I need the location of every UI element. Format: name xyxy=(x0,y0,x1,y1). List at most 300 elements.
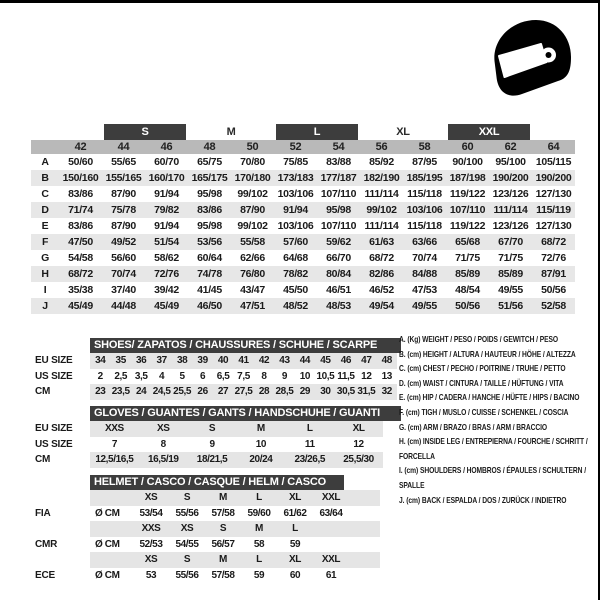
measure-value: 55/65 xyxy=(111,156,136,168)
helmet-standard-label: CMR xyxy=(35,538,58,550)
measure-value: 150/160 xyxy=(59,170,102,186)
measure-value: 48/52 xyxy=(274,298,317,314)
shoes-row xyxy=(90,369,397,385)
legend-item: G. (cm) ARM / BRAZO / BRAS / ARM / BRACCIO xyxy=(399,421,548,432)
size-col-48: 48 xyxy=(188,140,231,154)
helmet-size: XL xyxy=(289,492,301,503)
gloves-value: 11 xyxy=(304,438,315,450)
shoes-value: 46 xyxy=(340,355,352,366)
helmet-value: 59 xyxy=(253,569,265,581)
measure-value: 54/58 xyxy=(68,252,93,264)
measure-value: 65/75 xyxy=(197,156,222,168)
helmet-value: 57/58 xyxy=(211,507,235,519)
shoes-value: 28 xyxy=(258,386,270,397)
measure-row-label: G xyxy=(41,252,49,264)
gloves-value: 7 xyxy=(111,438,117,450)
shoes-row-label: EU SIZE xyxy=(35,355,73,366)
measure-value: 87/90 xyxy=(231,202,274,218)
measure-value: 119/122 xyxy=(449,220,486,232)
helmet-value xyxy=(313,537,349,553)
legend-item: I. (cm) SHOULDERS / HOMBROS / ÉPAULES / SCHULTERN / SPALLE xyxy=(399,465,587,490)
measure-value: 52/58 xyxy=(532,298,575,314)
helmet-size: XL xyxy=(289,554,301,565)
shoes-value: 45 xyxy=(320,355,331,366)
measure-value: 64/68 xyxy=(283,252,308,264)
measure-value: 87/90 xyxy=(111,188,136,200)
size-col-60: 60 xyxy=(446,140,489,154)
helmet-value: 61 xyxy=(325,569,337,581)
measure-value: 60/70 xyxy=(154,156,179,168)
legend-item: D. (cm) WAIST / CINTURA / TAILLE / HÜFTUNG / VITA xyxy=(399,377,564,388)
gloves-row xyxy=(90,452,383,468)
legend-item: J. (cm) BACK / ESPALDA / DOS / ZURÜCK / INDIETRO xyxy=(399,494,567,505)
measure-value: 41/45 xyxy=(197,284,222,296)
shoes-header: SHOES/ ZAPATOS / CHAUSSURES / SCHUHE / SCARPE xyxy=(90,338,401,353)
measure-value: 70/74 xyxy=(412,252,437,264)
measure-value: 123/126 xyxy=(492,188,529,200)
helmet-standard-label: FIA xyxy=(35,507,51,519)
measure-value: 123/126 xyxy=(492,220,529,232)
gloves-header: GLOVES / GUANTES / GANTS / HANDSCHUHE / GUANTI xyxy=(90,406,401,421)
measure-value: 49/55 xyxy=(498,284,523,296)
measure-value: 46/52 xyxy=(369,284,394,296)
size-band-l: L xyxy=(274,124,360,140)
helmet-section xyxy=(35,475,380,583)
helmet-size: M xyxy=(219,554,227,565)
size-band-empty xyxy=(532,124,575,140)
measure-value: 91/94 xyxy=(154,188,179,200)
measure-value: 67/70 xyxy=(489,234,532,250)
measure-row-A xyxy=(31,154,575,170)
measure-value: 68/72 xyxy=(369,252,394,264)
measure-value: 190/200 xyxy=(532,170,575,186)
measure-value: 84/88 xyxy=(403,266,446,282)
shoes-value: 23 xyxy=(95,386,106,397)
measure-value: 75/78 xyxy=(102,202,145,218)
shoes-value: 41 xyxy=(238,355,249,366)
gloves-value: 12 xyxy=(353,438,364,450)
measure-value: 170/180 xyxy=(231,170,274,186)
shoes-value: 32 xyxy=(381,386,392,397)
measure-value: 91/94 xyxy=(154,220,179,232)
measure-row-D xyxy=(31,202,575,218)
measure-value: 37/40 xyxy=(111,284,136,296)
shoes-value: 10 xyxy=(299,370,311,382)
shoes-value: 23,5 xyxy=(111,386,130,397)
helmet-size: XXL xyxy=(321,492,341,503)
measure-value: 107/110 xyxy=(446,202,489,218)
size-band-row xyxy=(31,124,575,140)
gloves-value: 23/26,5 xyxy=(294,454,326,465)
measure-value: 49/55 xyxy=(403,298,446,314)
shoes-value: 26 xyxy=(197,386,208,397)
size-col-56: 56 xyxy=(360,140,403,154)
helmet-size: XXS xyxy=(141,523,161,534)
measure-value: 182/190 xyxy=(360,170,403,186)
measure-value: 55/58 xyxy=(231,234,274,250)
helmet-size xyxy=(313,521,349,537)
shoes-value: 13 xyxy=(381,370,392,382)
measure-value: 185/195 xyxy=(403,170,446,186)
helmet-value: 53/54 xyxy=(139,507,163,519)
shoes-value: 4 xyxy=(159,370,165,382)
shoes-value: 43 xyxy=(279,355,290,366)
measure-value: 103/106 xyxy=(277,188,314,200)
measure-value: 53/56 xyxy=(188,234,231,250)
helmet-size: L xyxy=(256,554,262,565)
gloves-value: 8 xyxy=(160,438,166,450)
measure-value: 177/187 xyxy=(317,170,360,186)
shoes-value: 28,5 xyxy=(275,386,294,397)
measure-value: 95/100 xyxy=(495,156,526,168)
shoes-value: 40 xyxy=(217,355,229,366)
helmet-values-row xyxy=(90,537,380,553)
measure-value: 57/60 xyxy=(274,234,317,250)
measure-value: 190/200 xyxy=(489,170,532,186)
measure-value: 48/54 xyxy=(455,284,480,296)
measure-value: 39/42 xyxy=(154,284,179,296)
gloves-value: XS xyxy=(156,423,170,434)
measure-value: 115/118 xyxy=(407,188,442,200)
shoes-value: 2,5 xyxy=(114,370,128,382)
measure-row-F xyxy=(31,234,575,250)
shoes-section xyxy=(35,338,401,400)
measure-value: 99/102 xyxy=(360,202,403,218)
legend-item: C. (cm) CHEST / PECHO / POITRINE / TRUHE / PETTO xyxy=(399,363,566,374)
shoes-value: 8 xyxy=(261,370,267,382)
helmet-value: 52/53 xyxy=(139,538,163,550)
gloves-value: M xyxy=(256,423,265,434)
measure-value: 72/76 xyxy=(145,266,188,282)
shoes-value: 9 xyxy=(281,370,288,382)
helmet-value: 54/55 xyxy=(175,538,199,550)
helmet-value: 58 xyxy=(253,538,265,550)
measure-value: 103/106 xyxy=(277,220,314,232)
measure-value: 79/82 xyxy=(145,202,188,218)
shoes-value: 24 xyxy=(136,386,147,397)
measure-value: 60/64 xyxy=(197,252,222,264)
gloves-value: 18/21,5 xyxy=(196,454,228,465)
legend-item: H. (cm) INSIDE LEG / ENTREPIERNA / FOURCHE / SCHRITT / FORCELLA xyxy=(399,436,588,461)
gloves-table xyxy=(90,406,401,468)
shoes-value: 31,5 xyxy=(357,386,376,397)
measure-value: 51/56 xyxy=(489,298,532,314)
measure-value: 155/165 xyxy=(102,170,145,186)
size-band-empty xyxy=(59,124,102,140)
helmet-value: 55/56 xyxy=(175,569,199,581)
helmet-unit: Ø CM xyxy=(95,569,120,581)
shoes-value: 6 xyxy=(199,370,206,382)
measure-row-label: A xyxy=(41,156,49,168)
measure-value: 49/54 xyxy=(360,298,403,314)
helmet-size: XS xyxy=(180,523,194,534)
size-col-64: 64 xyxy=(532,140,575,154)
measure-value: 95/98 xyxy=(317,202,360,218)
gloves-value: 16,5/19 xyxy=(147,454,179,465)
measure-value: 91/94 xyxy=(274,202,317,218)
gloves-value: 9 xyxy=(209,438,215,450)
size-band-m: M xyxy=(226,126,236,138)
measure-value: 50/56 xyxy=(541,284,566,296)
helmet-size: XS xyxy=(144,554,158,565)
shoes-row xyxy=(90,353,397,369)
measure-value: 80/84 xyxy=(317,266,360,282)
measure-row-label: E xyxy=(41,220,49,232)
measure-row-J xyxy=(31,298,575,314)
measure-value: 99/102 xyxy=(237,188,268,200)
measure-value: 85/89 xyxy=(489,266,532,282)
measure-value: 75/85 xyxy=(283,156,308,168)
gloves-value: 12,5/16,5 xyxy=(95,454,134,465)
measure-value: 45/50 xyxy=(283,284,308,296)
helmet-value: 59/60 xyxy=(247,507,271,519)
shoes-value: 3,5 xyxy=(134,370,148,382)
measure-value: 66/70 xyxy=(326,252,351,264)
measure-value: 50/60 xyxy=(68,156,93,168)
size-col-50: 50 xyxy=(231,140,274,154)
measurement-legend xyxy=(399,332,591,507)
helmet-sizes-row xyxy=(90,490,380,506)
measure-value: 51/54 xyxy=(145,234,188,250)
measure-row-C xyxy=(31,186,575,202)
shoes-row-label: US SIZE xyxy=(35,370,73,382)
size-col-52: 52 xyxy=(274,140,317,154)
helmet-unit: Ø CM xyxy=(95,507,120,519)
top-border xyxy=(0,0,600,3)
measure-value: 173/183 xyxy=(274,170,317,186)
measure-value: 76/80 xyxy=(231,266,274,282)
measure-value: 47/53 xyxy=(412,284,437,296)
measure-value: 71/75 xyxy=(455,252,480,264)
legend-item: A. (Kg) WEIGHT / PESO / POIDS / GEWITCH / PESO xyxy=(399,334,558,344)
measure-row-G xyxy=(31,250,575,266)
measure-value: 165/175 xyxy=(188,170,231,186)
measure-value: 127/130 xyxy=(535,220,572,232)
measure-value: 85/92 xyxy=(369,156,394,168)
helmet-size: M xyxy=(219,492,227,503)
helmet-standard-label: ECE xyxy=(35,569,55,581)
measure-value: 56/60 xyxy=(111,252,136,264)
measure-value: 187/198 xyxy=(446,170,489,186)
measure-row-label: J xyxy=(31,298,59,314)
measure-value: 47/50 xyxy=(59,234,102,250)
measure-value: 103/106 xyxy=(403,202,446,218)
gloves-value: XXS xyxy=(105,423,124,434)
helmet-size: L xyxy=(292,523,298,534)
shoes-value: 44 xyxy=(299,355,311,366)
helmet-table xyxy=(90,475,380,583)
measure-value: 62/66 xyxy=(240,252,265,264)
size-col-62: 62 xyxy=(489,140,532,154)
measure-row-label: B xyxy=(31,170,59,186)
measure-value: 68/72 xyxy=(59,266,102,282)
helmet-value: 61/62 xyxy=(283,507,307,519)
helmet-value: 53 xyxy=(145,569,157,581)
measure-value: 115/119 xyxy=(532,202,575,218)
size-col-44: 44 xyxy=(102,140,145,154)
measure-value: 68/72 xyxy=(532,234,575,250)
helmet-value: 56/57 xyxy=(211,538,235,550)
helmet-side-labels xyxy=(35,475,90,583)
measure-row-I xyxy=(31,282,575,298)
measure-value: 90/100 xyxy=(452,156,483,168)
measure-row-label: H xyxy=(31,266,59,282)
measure-value: 45/49 xyxy=(59,298,102,314)
measure-row-label: D xyxy=(31,202,59,218)
measure-value: 71/75 xyxy=(498,252,523,264)
helmet-size: S xyxy=(219,523,227,534)
size-header-row xyxy=(31,140,575,154)
measure-value: 95/98 xyxy=(197,188,222,200)
gloves-section xyxy=(35,406,401,468)
shoes-row xyxy=(90,384,397,400)
measure-value: 115/118 xyxy=(407,220,442,232)
measure-value: 46/50 xyxy=(188,298,231,314)
gloves-side-labels xyxy=(35,406,90,468)
measure-row-label: F xyxy=(31,234,59,250)
measure-value: 35/38 xyxy=(68,284,93,296)
size-col-42: 42 xyxy=(59,140,102,154)
measure-value: 47/51 xyxy=(231,298,274,314)
shoes-value: 2 xyxy=(97,370,103,382)
shoes-value: 27,5 xyxy=(234,386,253,397)
shoes-value: 30 xyxy=(320,386,331,397)
gloves-value: 10 xyxy=(255,438,267,450)
measure-row-label: I xyxy=(43,284,47,296)
helmet-size: S xyxy=(183,492,191,503)
helmet-size: L xyxy=(256,492,262,503)
size-col-54: 54 xyxy=(317,140,360,154)
measure-value: 58/62 xyxy=(154,252,179,264)
gloves-row-label: CM xyxy=(35,454,51,465)
measure-value: 111/114 xyxy=(489,202,532,218)
measure-value: 71/74 xyxy=(59,202,102,218)
size-col-46: 46 xyxy=(145,140,188,154)
shoes-value: 38 xyxy=(176,355,188,366)
shoes-value: 36 xyxy=(136,355,147,366)
measure-value: 74/78 xyxy=(188,266,231,282)
measure-value: 83/86 xyxy=(188,202,231,218)
shoes-value: 27 xyxy=(217,386,229,397)
measure-value: 95/98 xyxy=(197,220,222,232)
shoes-value: 30,5 xyxy=(336,386,355,397)
measure-value: 45/49 xyxy=(145,298,188,314)
measure-value: 99/102 xyxy=(237,220,268,232)
shoes-value: 11,5 xyxy=(337,370,355,382)
helmet-icon xyxy=(487,14,575,108)
gloves-value: XL xyxy=(352,423,365,434)
shoes-table xyxy=(90,338,401,400)
legend-item: B. (cm) HEIGHT / ALTURA / HAUTEUR / HÖHE / ALTEZZA xyxy=(399,348,576,359)
shoes-value: 29 xyxy=(299,386,311,397)
gloves-value: 20/24 xyxy=(249,454,273,465)
gloves-row-label: US SIZE xyxy=(35,438,73,450)
helmet-size: XS xyxy=(144,492,158,503)
shoes-value: 5 xyxy=(179,370,185,382)
gloves-row xyxy=(90,421,383,437)
size-band-s: S xyxy=(102,124,188,140)
measure-value: 107/110 xyxy=(320,188,357,200)
shoes-value: 47 xyxy=(361,355,372,366)
shoes-side-labels xyxy=(35,338,90,400)
measure-value: 87/95 xyxy=(412,156,437,168)
helmet-sizes-row xyxy=(90,552,380,568)
measure-value: 63/66 xyxy=(403,234,446,250)
measure-value: 78/82 xyxy=(274,266,317,282)
shoes-value: 10,5 xyxy=(316,370,335,382)
shoes-value: 12 xyxy=(361,370,372,382)
helmet-header: HELMET / CASCO / CASQUE / HELM / CASCO xyxy=(90,475,344,490)
shoes-value: 48 xyxy=(381,355,392,366)
shoes-value: 35 xyxy=(115,355,126,366)
measure-value: 82/86 xyxy=(360,266,403,282)
measure-row-B xyxy=(31,170,575,186)
shoes-value: 7,5 xyxy=(237,370,250,382)
shoes-value: 39 xyxy=(197,355,208,366)
measure-value: 83/88 xyxy=(326,156,351,168)
measure-value: 48/53 xyxy=(317,298,360,314)
size-col-58: 58 xyxy=(403,140,446,154)
measure-value: 46/51 xyxy=(326,284,351,296)
gloves-value: S xyxy=(208,423,216,434)
measure-value: 61/63 xyxy=(360,234,403,250)
measure-value: 107/110 xyxy=(320,220,357,232)
legend-item: E. (cm) HIP / CADERA / HANCHE / HÜFTE / HIPS / BACINO xyxy=(399,392,580,403)
size-band-xl: XL xyxy=(396,126,410,138)
measure-value: 111/114 xyxy=(364,220,399,232)
measure-value: 70/74 xyxy=(102,266,145,282)
measure-value: 59/62 xyxy=(317,234,360,250)
measure-row-E xyxy=(31,218,575,234)
helmet-value: 59 xyxy=(289,538,301,550)
gloves-row xyxy=(90,437,383,453)
shoes-row-label: CM xyxy=(35,386,51,397)
legend-item: F. (cm) TIGH / MUSLO / CUISSE / SCHENKEL / COSCIA xyxy=(399,406,569,417)
helmet-values-row xyxy=(90,506,380,522)
helmet-values-row xyxy=(90,568,380,584)
measure-value: 72/76 xyxy=(541,252,566,264)
measure-value: 65/68 xyxy=(446,234,489,250)
shoes-value: 34 xyxy=(95,355,106,366)
measure-value: 44/48 xyxy=(102,298,145,314)
helmet-size: M xyxy=(255,523,263,534)
measure-row-label: C xyxy=(41,188,49,200)
measure-value: 111/114 xyxy=(364,188,399,200)
helmet-sizes-row xyxy=(90,521,380,537)
helmet-value: 57/58 xyxy=(211,569,235,581)
measure-value: 85/89 xyxy=(446,266,489,282)
gloves-value: 25,5/30 xyxy=(343,454,374,465)
measure-value: 105/115 xyxy=(535,156,572,168)
gloves-row-label: EU SIZE xyxy=(35,423,73,434)
shoes-value: 25,5 xyxy=(173,386,192,397)
helmet-size: XXL xyxy=(321,554,341,565)
measure-value: 70/80 xyxy=(240,156,265,168)
measure-value: 87/90 xyxy=(111,220,136,232)
measure-value: 160/170 xyxy=(145,170,188,186)
shoes-value: 24,5 xyxy=(152,386,171,397)
measure-value: 87/91 xyxy=(532,266,575,282)
measure-value: 49/52 xyxy=(102,234,145,250)
measure-value: 83/86 xyxy=(68,220,93,232)
measure-value: 43/47 xyxy=(240,284,265,296)
gloves-value: L xyxy=(306,423,313,434)
helmet-value: 60 xyxy=(289,569,301,581)
main-size-table xyxy=(31,124,575,314)
helmet-unit: Ø CM xyxy=(95,538,120,550)
measure-value: 50/56 xyxy=(446,298,489,314)
shoes-value: 6,5 xyxy=(216,370,230,382)
